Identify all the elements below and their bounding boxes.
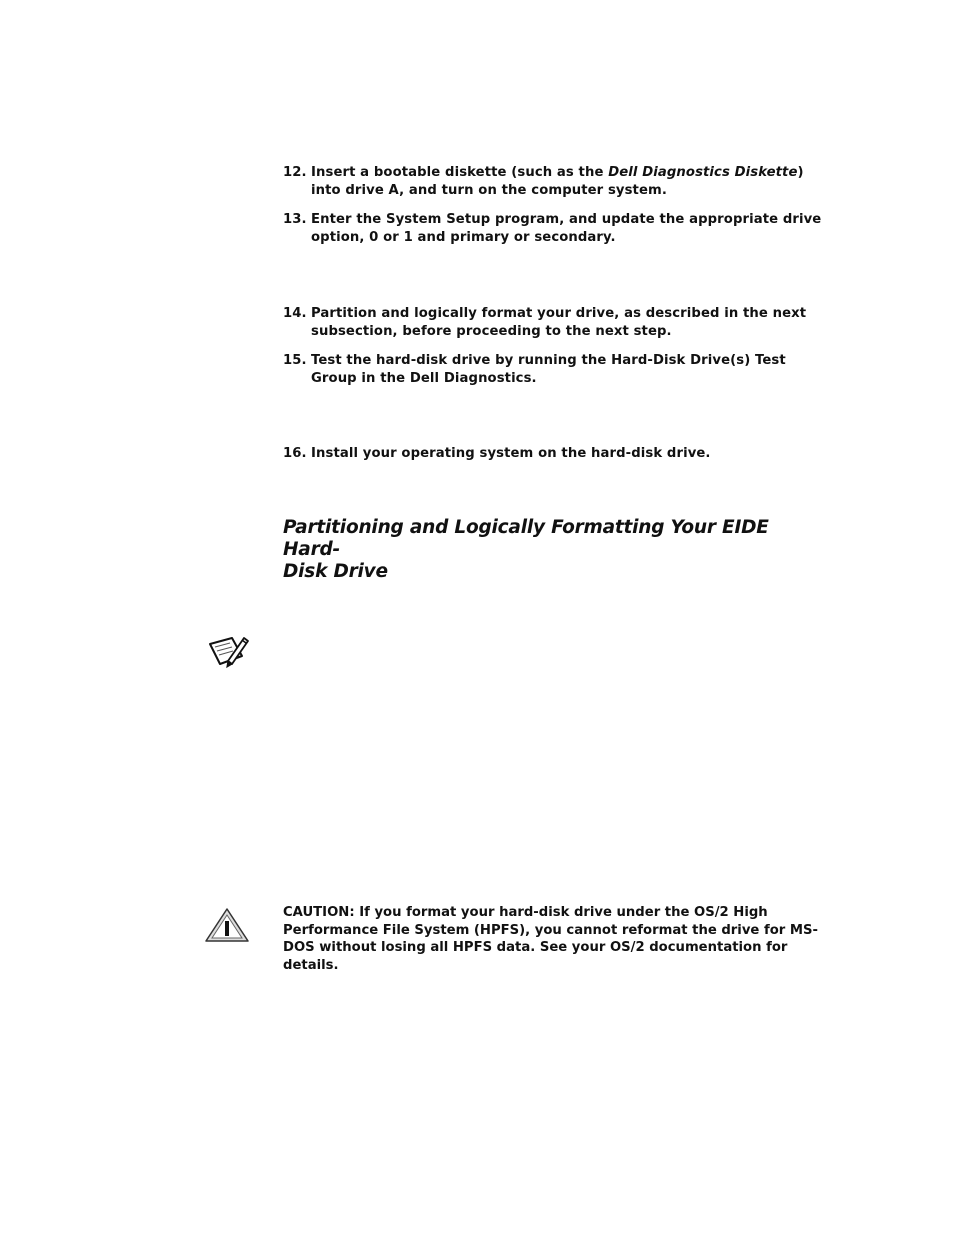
caution-triangle-icon — [204, 907, 250, 947]
step-number: 12. — [283, 165, 307, 180]
note-pencil-icon — [206, 634, 250, 676]
step-14 — [283, 305, 823, 340]
step-16 — [283, 445, 823, 463]
step-text: Partition and logically format your drive, as described in the next subsection, before proceeding to the next step. — [311, 306, 807, 339]
step-12 — [283, 164, 823, 199]
step-number: 13. — [283, 212, 307, 227]
caution-text: If you format your hard-disk drive under the OS/2 High Performance File System (HPFS), you cannot reformat the drive for MS-DOS without losing all HPFS data. See your OS/2 documentation for details. — [283, 905, 818, 973]
step-text: Insert a bootable diskette (such as the Dell Diagnostics Diskette) into drive A, and turn on the computer system. — [311, 165, 804, 198]
section-heading: Partitioning and Logically Formatting Your EIDE Hard- Disk Drive — [283, 517, 769, 582]
step-number: 15. — [283, 353, 307, 368]
step-number: 16. — [283, 446, 307, 461]
step-text: Enter the System Setup program, and update the appropriate drive option, 0 or 1 and primary or secondary. — [311, 212, 822, 245]
diskette-name: Dell Diagnostics Diskette — [608, 165, 798, 180]
step-15 — [283, 352, 823, 387]
caution-paragraph — [283, 904, 823, 974]
step-text: Test the hard-disk drive by running the Hard-Disk Drive(s) Test Group in the Dell Diagnostics. — [311, 353, 786, 386]
step-13 — [283, 211, 823, 246]
step-text: Install your operating system on the hard-disk drive. — [311, 446, 711, 461]
step-number: 14. — [283, 306, 307, 321]
caution-label: CAUTION: — [283, 905, 355, 920]
